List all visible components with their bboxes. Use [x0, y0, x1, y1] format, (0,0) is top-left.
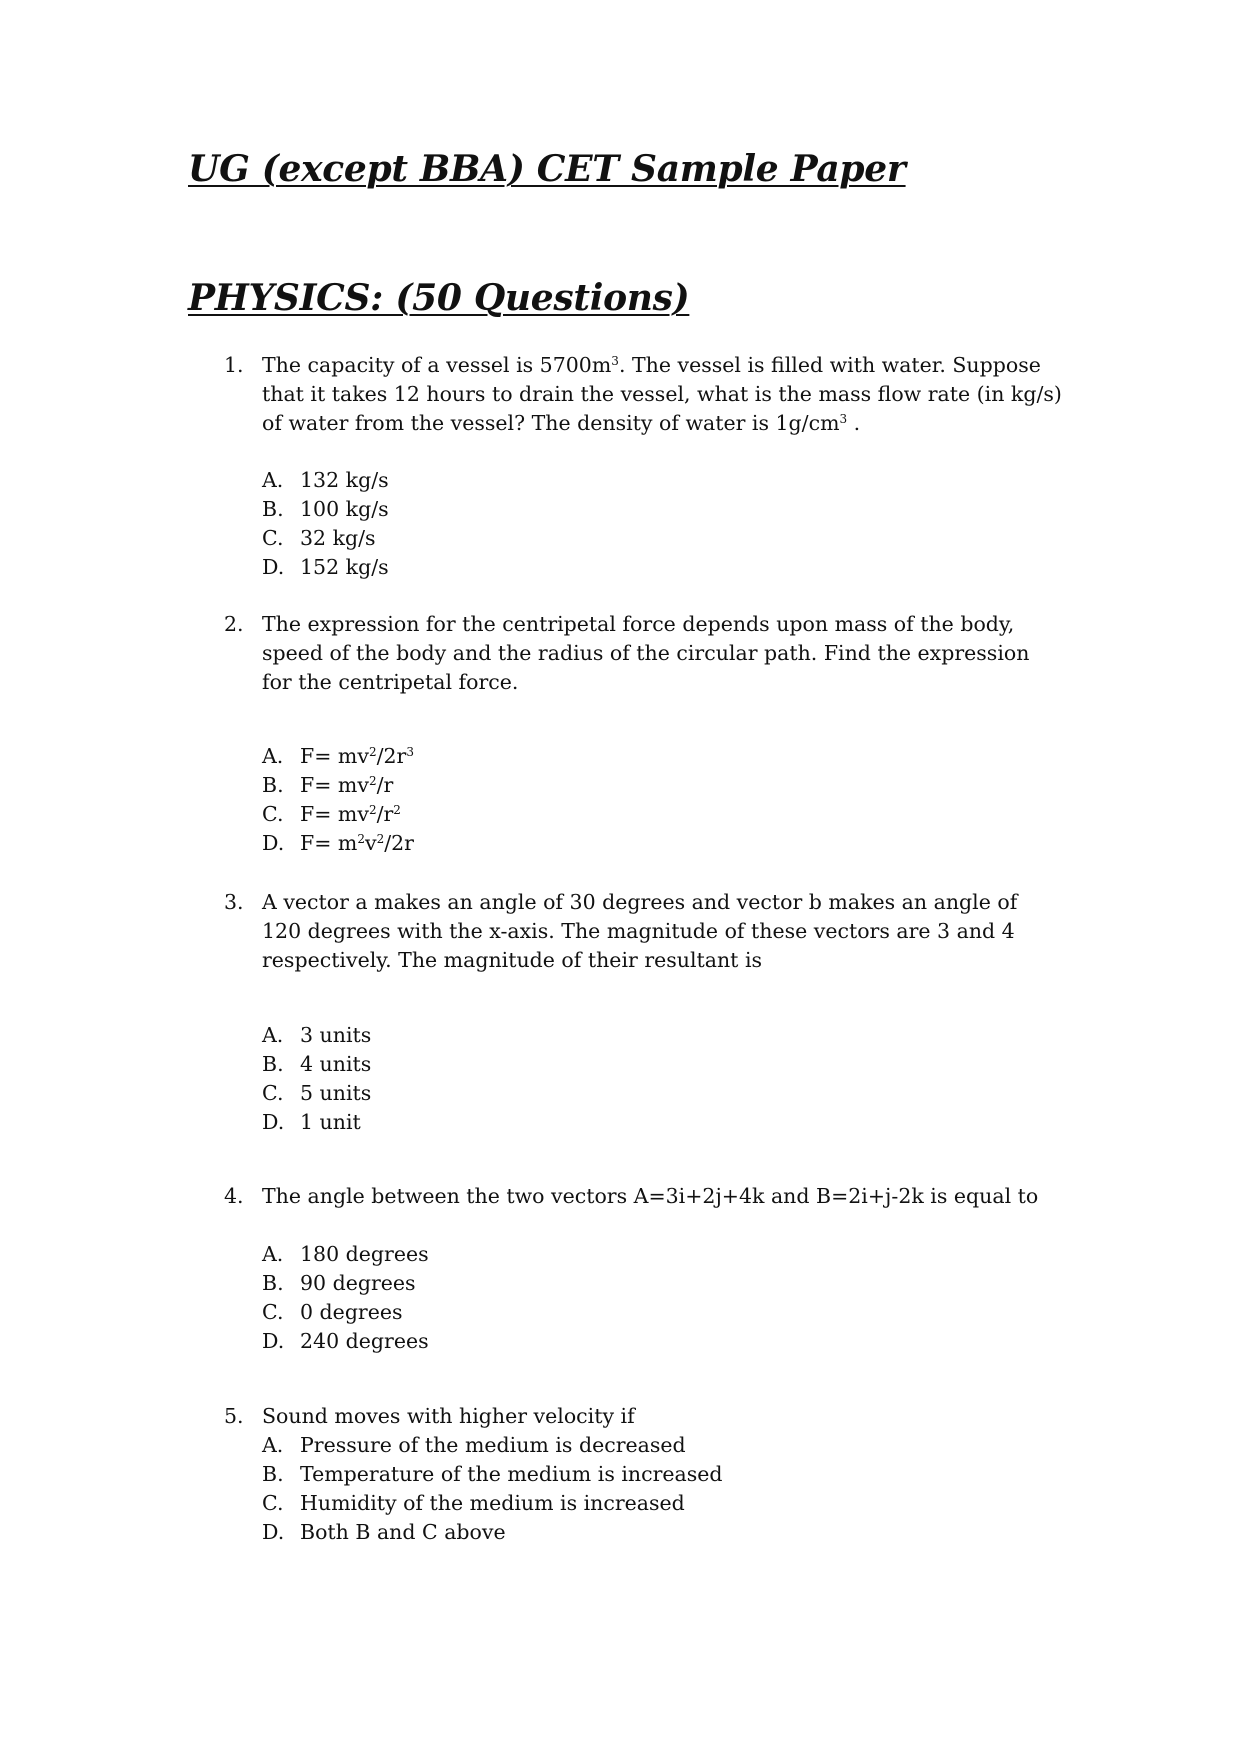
option: A. 3 units [262, 1023, 372, 1047]
question-number: 2. [224, 612, 244, 636]
option: A. 132 kg/s [262, 468, 389, 492]
option: C. 0 degrees [262, 1300, 403, 1324]
option: C. Humidity of the medium is increased [262, 1491, 685, 1515]
option: D. $F= m^2v^2/2r$ [262, 831, 414, 855]
option: D. Both B and C above [262, 1520, 506, 1544]
section-heading: PHYSICS: (50 Questions) [188, 277, 690, 319]
option: B. 4 units [262, 1052, 372, 1076]
option: B. Temperature of the medium is increased [262, 1462, 723, 1486]
option: D. 1 unit [262, 1110, 361, 1134]
question-2-options [262, 742, 414, 858]
question-text: The expression for the centripetal force depends upon mass of the body, speed of the body and the radius of the circular path. Find the expression for the centripetal force. [262, 612, 1030, 694]
option: B. $F= mv^2/r$ [262, 773, 394, 797]
question-3-options [262, 1021, 371, 1137]
question-number: 1. [224, 353, 244, 377]
question-number: 5. [224, 1404, 244, 1428]
option: D. 152 kg/s [262, 555, 389, 579]
question-5 [224, 1402, 1064, 1431]
question-text: The angle between the two vectors A=3i+2j+4k and B=2i+j-2k is equal to [262, 1184, 1039, 1208]
question-number: 3. [224, 890, 244, 914]
page-title: UG (except BBA) CET Sample Paper [188, 148, 906, 190]
question-text: A vector a makes an angle of 30 degrees and vector b makes an angle of 120 degrees with the x-axis. The magnitude of these vectors are 3 and 4 respectively. The magnitude of their resultant is [262, 890, 1018, 972]
option: C. 32 kg/s [262, 526, 376, 550]
question-3 [224, 888, 1064, 975]
option: A. $F= mv^2/2r^3$ [262, 744, 414, 768]
question-text: Sound moves with higher velocity if [262, 1404, 635, 1428]
option: B. 100 kg/s [262, 497, 389, 521]
question-4-options [262, 1240, 429, 1356]
question-4 [224, 1182, 1064, 1211]
option: D. 240 degrees [262, 1329, 429, 1353]
option: B. 90 degrees [262, 1271, 416, 1295]
option: A. 180 degrees [262, 1242, 429, 1266]
question-1-options [262, 466, 389, 582]
option: C. 5 units [262, 1081, 372, 1105]
question-1 [224, 351, 1064, 438]
question-number: 4. [224, 1184, 244, 1208]
option: A. Pressure of the medium is decreased [262, 1433, 686, 1457]
question-2 [224, 610, 1064, 697]
question-5-options [262, 1431, 723, 1547]
option: C. $F= mv^2/r^2$ [262, 802, 401, 826]
question-text: The capacity of a vessel is $5700m^3$. The vessel is filled with water. Suppose that it takes 12 hours to drain the vessel, what is the mass flow rate (in kg/s) of water from the vessel? The density of water is $1g/cm^3$ . [262, 353, 1062, 435]
